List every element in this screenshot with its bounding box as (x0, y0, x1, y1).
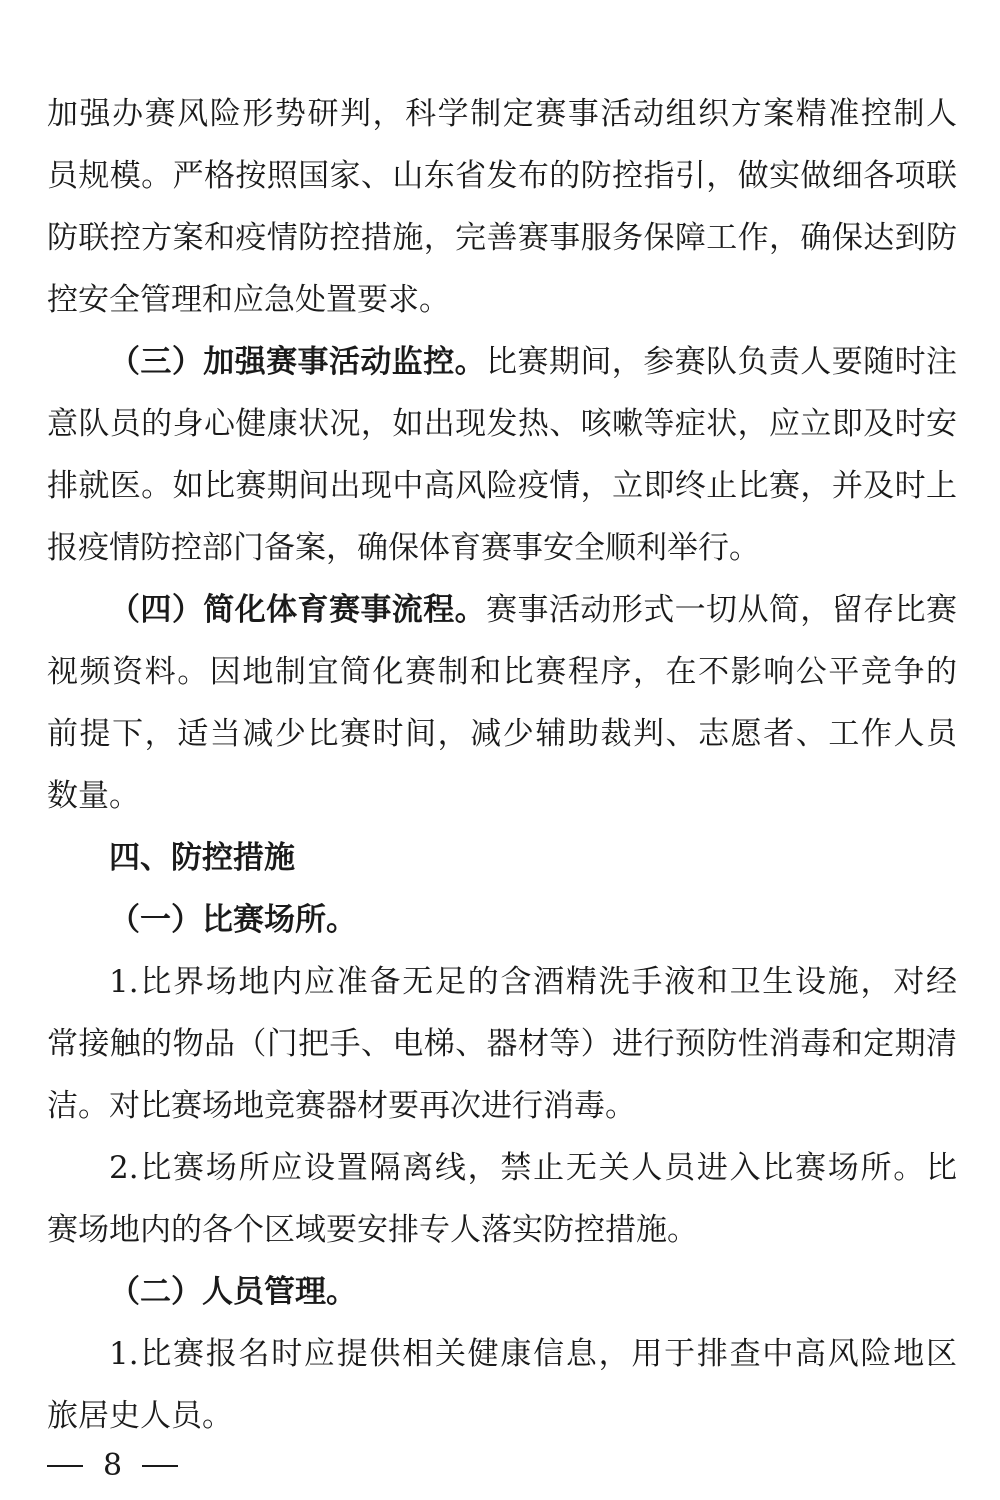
line-08 (47, 528, 957, 568)
line-03 (47, 218, 957, 258)
subheading-venue (47, 900, 957, 940)
line-10-text: 视频资料。因地制宜简化赛制和比赛程序，在不影响公平竞争的 (47, 654, 957, 690)
line-18 (47, 1148, 957, 1188)
line-15 (47, 962, 957, 1002)
line-03-text: 防联控方案和疫情防控措施，完善赛事服务保障工作，确保达到防 (47, 220, 957, 256)
line-06-text: 意队员的身心健康状况，如出现发热、咳嗽等症状，应立即及时安 (47, 406, 957, 442)
line-22-text: 旅居史人员。 (47, 1398, 233, 1434)
line-09 (47, 590, 957, 630)
footer-dash-right (142, 1465, 178, 1467)
line-17 (47, 1086, 957, 1126)
line-16-text: 常接触的物品（门把手、电梯、器材等）进行预防性消毒和定期清 (47, 1026, 957, 1062)
line-09-text: 赛事活动形式一切从简，留存比赛 (486, 592, 957, 628)
line-02 (47, 156, 957, 196)
line-05-text: 比赛期间，参赛队负责人要随时注 (486, 344, 957, 380)
line-06 (47, 404, 957, 444)
line-04-text: 控安全管理和应急处置要求。 (47, 282, 450, 318)
line-12 (47, 776, 957, 816)
line-11-text: 前提下，适当减少比赛时间，减少辅助裁判、志愿者、工作人员 (47, 716, 957, 752)
line-02-text: 员规模。严格按照国家、山东省发布的防控指引，做实做细各项联 (47, 158, 957, 194)
subheading-personnel (47, 1272, 957, 1312)
section-heading-text: 四、防控措施 (109, 840, 295, 876)
line-21 (47, 1334, 957, 1374)
subheading-3: （三）加强赛事活动监控。 (109, 344, 487, 380)
section-heading (47, 838, 957, 878)
subheading-personnel-text: （二）人员管理。 (109, 1274, 357, 1310)
line-19-text: 赛场地内的各个区域要安排专人落实防控措施。 (47, 1212, 698, 1248)
line-05 (47, 342, 957, 382)
line-15-text: 1.比界场地内应准备无足的含酒精洗手液和卫生设施，对经 (109, 964, 957, 1000)
line-11 (47, 714, 957, 754)
page-footer (47, 1446, 178, 1486)
line-18-text: 2.比赛场所应设置隔离线，禁止无关人员进入比赛场所。比 (109, 1150, 957, 1186)
subheading-venue-text: （一）比赛场所。 (109, 902, 357, 938)
page-number: 8 (103, 1448, 123, 1483)
line-16 (47, 1024, 957, 1064)
subheading-4: （四）简化体育赛事流程。 (109, 592, 487, 628)
line-07-text: 排就医。如比赛期间出现中高风险疫情，立即终止比赛，并及时上 (47, 468, 957, 504)
line-10 (47, 652, 957, 692)
line-08-text: 报疫情防控部门备案，确保体育赛事安全顺利举行。 (47, 530, 760, 566)
line-21-text: 1.比赛报名时应提供相关健康信息，用于排查中高风险地区 (109, 1336, 957, 1372)
line-04 (47, 280, 957, 320)
line-17-text: 洁。对比赛场地竞赛器材要再次进行消毒。 (47, 1088, 636, 1124)
line-12-text: 数量。 (47, 778, 140, 814)
footer-dash-left (47, 1465, 83, 1467)
line-07 (47, 466, 957, 506)
line-01-text: 加强办赛风险形势研判，科学制定赛事活动组织方案精准控制人 (47, 96, 957, 132)
line-22 (47, 1396, 957, 1436)
line-01 (47, 94, 957, 134)
line-19 (47, 1210, 957, 1250)
